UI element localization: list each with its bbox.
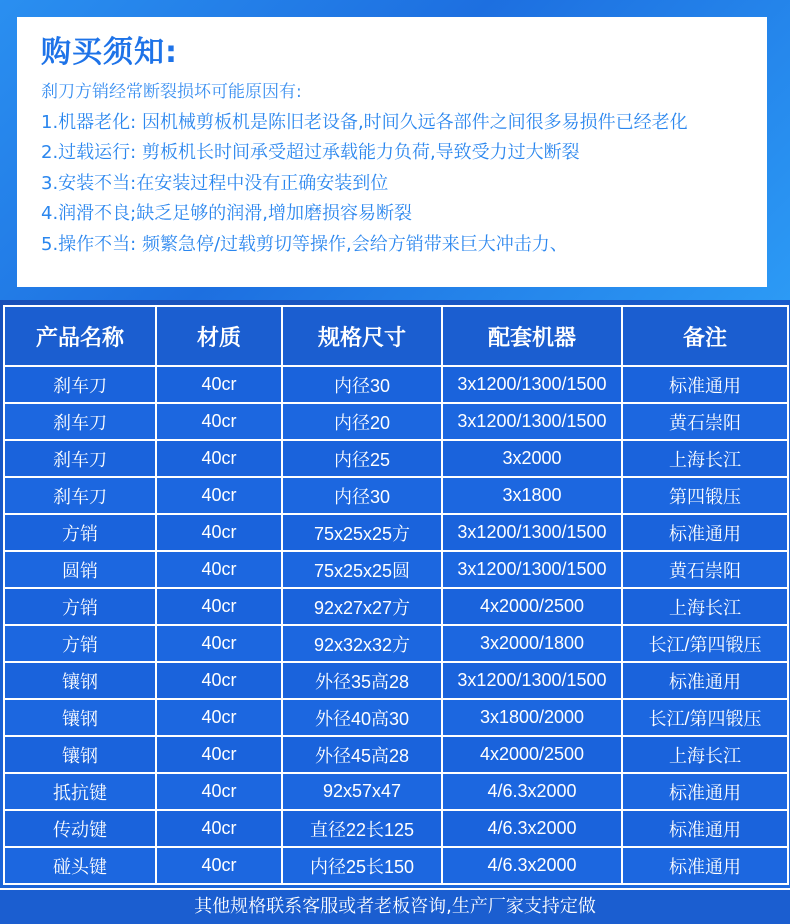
material-cell: 40cr [156, 366, 282, 403]
notice-reason-1: 1.机器老化: 因机械剪板机是陈旧老设备,时间久远各部件之间很多易损件已经老化 [41, 111, 688, 133]
machine-cell: 4/6.3x2000 [442, 847, 622, 884]
table-row [4, 625, 788, 662]
table-row [4, 847, 788, 884]
material-cell: 40cr [156, 477, 282, 514]
table-row [4, 514, 788, 551]
spec-size-cell: 内径25 [282, 440, 442, 477]
product-name-cell: 方销 [4, 514, 156, 551]
footer-note: 其他规格联系客服或者老板咨询,生产厂家支持定做 [0, 888, 790, 924]
material-cell: 40cr [156, 699, 282, 736]
header-spec-size: 规格尺寸 [282, 306, 442, 366]
table-header-row [4, 306, 788, 366]
product-name-cell: 方销 [4, 625, 156, 662]
notice-lines [41, 77, 761, 260]
notice-title: 购买须知: [41, 35, 178, 70]
machine-cell: 3x1200/1300/1500 [442, 403, 622, 440]
header-remark: 备注 [622, 306, 788, 366]
product-name-cell: 方销 [4, 588, 156, 625]
header-product-name: 产品名称 [4, 306, 156, 366]
material-cell: 40cr [156, 736, 282, 773]
notice-reason-4: 4.润滑不良;缺乏足够的润滑,增加磨损容易断裂 [41, 203, 412, 224]
spec-size-cell: 外径40高30 [282, 699, 442, 736]
spec-size-cell: 75x25x25圆 [282, 551, 442, 588]
machine-cell: 3x1200/1300/1500 [442, 662, 622, 699]
product-name-cell: 抵抗键 [4, 773, 156, 810]
material-cell: 40cr [156, 588, 282, 625]
table-row [4, 366, 788, 403]
material-cell: 40cr [156, 847, 282, 884]
table-row [4, 736, 788, 773]
spec-size-cell: 直径22长125 [282, 810, 442, 847]
material-cell: 40cr [156, 551, 282, 588]
header-material: 材质 [156, 306, 282, 366]
spec-size-cell: 92x27x27方 [282, 588, 442, 625]
material-cell: 40cr [156, 810, 282, 847]
remark-cell: 黄石崇阳 [622, 551, 788, 588]
machine-cell: 3x1200/1300/1500 [442, 551, 622, 588]
machine-cell: 4/6.3x2000 [442, 773, 622, 810]
product-name-cell: 刹车刀 [4, 440, 156, 477]
product-name-cell: 镶钢 [4, 736, 156, 773]
remark-cell: 标准通用 [622, 773, 788, 810]
machine-cell: 4x2000/2500 [442, 736, 622, 773]
table-row [4, 403, 788, 440]
machine-cell: 3x1200/1300/1500 [442, 514, 622, 551]
product-name-cell: 镶钢 [4, 662, 156, 699]
remark-cell: 长江/第四锻压 [622, 625, 788, 662]
remark-cell: 标准通用 [622, 810, 788, 847]
machine-cell: 3x2000 [442, 440, 622, 477]
machine-cell: 4/6.3x2000 [442, 810, 622, 847]
remark-cell: 上海长江 [622, 440, 788, 477]
material-cell: 40cr [156, 662, 282, 699]
spec-size-cell: 内径20 [282, 403, 442, 440]
table-row [4, 810, 788, 847]
spec-size-cell: 92x57x47 [282, 773, 442, 810]
machine-cell: 3x2000/1800 [442, 625, 622, 662]
table-row [4, 440, 788, 477]
material-cell: 40cr [156, 514, 282, 551]
material-cell: 40cr [156, 403, 282, 440]
spec-size-cell: 内径30 [282, 477, 442, 514]
material-cell: 40cr [156, 625, 282, 662]
machine-cell: 4x2000/2500 [442, 588, 622, 625]
table-row [4, 773, 788, 810]
table-row [4, 477, 788, 514]
material-cell: 40cr [156, 773, 282, 810]
spec-size-cell: 92x32x32方 [282, 625, 442, 662]
table-body [4, 366, 788, 884]
product-name-cell: 碰头键 [4, 847, 156, 884]
table-row [4, 699, 788, 736]
spec-size-cell: 外径35高28 [282, 662, 442, 699]
machine-cell: 3x1800 [442, 477, 622, 514]
product-name-cell: 刹车刀 [4, 403, 156, 440]
remark-cell: 长江/第四锻压 [622, 699, 788, 736]
remark-cell: 上海长江 [622, 588, 788, 625]
machine-cell: 3x1200/1300/1500 [442, 366, 622, 403]
spec-table [3, 305, 789, 885]
product-name-cell: 刹车刀 [4, 366, 156, 403]
table-row [4, 551, 788, 588]
product-name-cell: 圆销 [4, 551, 156, 588]
notice-reason-3: 3.安装不当:在安装过程中没有正确安装到位 [41, 172, 389, 194]
table-row [4, 588, 788, 625]
machine-cell: 3x1800/2000 [442, 699, 622, 736]
notice-reason-2: 2.过载运行: 剪板机长时间承受超过承载能力负荷,导致受力过大断裂 [41, 142, 580, 163]
remark-cell: 标准通用 [622, 847, 788, 884]
spec-size-cell: 外径45高28 [282, 736, 442, 773]
spec-size-cell: 内径30 [282, 366, 442, 403]
remark-cell: 黄石崇阳 [622, 403, 788, 440]
product-name-cell: 刹车刀 [4, 477, 156, 514]
spec-size-cell: 内径25长150 [282, 847, 442, 884]
product-name-cell: 镶钢 [4, 699, 156, 736]
spec-size-cell: 75x25x25方 [282, 514, 442, 551]
table-row [4, 662, 788, 699]
remark-cell: 上海长江 [622, 736, 788, 773]
remark-cell: 标准通用 [622, 514, 788, 551]
remark-cell: 第四锻压 [622, 477, 788, 514]
material-cell: 40cr [156, 440, 282, 477]
header-matching-machine: 配套机器 [442, 306, 622, 366]
notice-intro: 刹刀方销经常断裂损坏可能原因有: [41, 82, 302, 102]
remark-cell: 标准通用 [622, 662, 788, 699]
notice-reason-5: 5.操作不当: 频繁急停/过载剪切等操作,会给方销带来巨大冲击力、 [41, 233, 568, 255]
remark-cell: 标准通用 [622, 366, 788, 403]
purchase-notice-card [17, 17, 767, 287]
product-name-cell: 传动键 [4, 810, 156, 847]
